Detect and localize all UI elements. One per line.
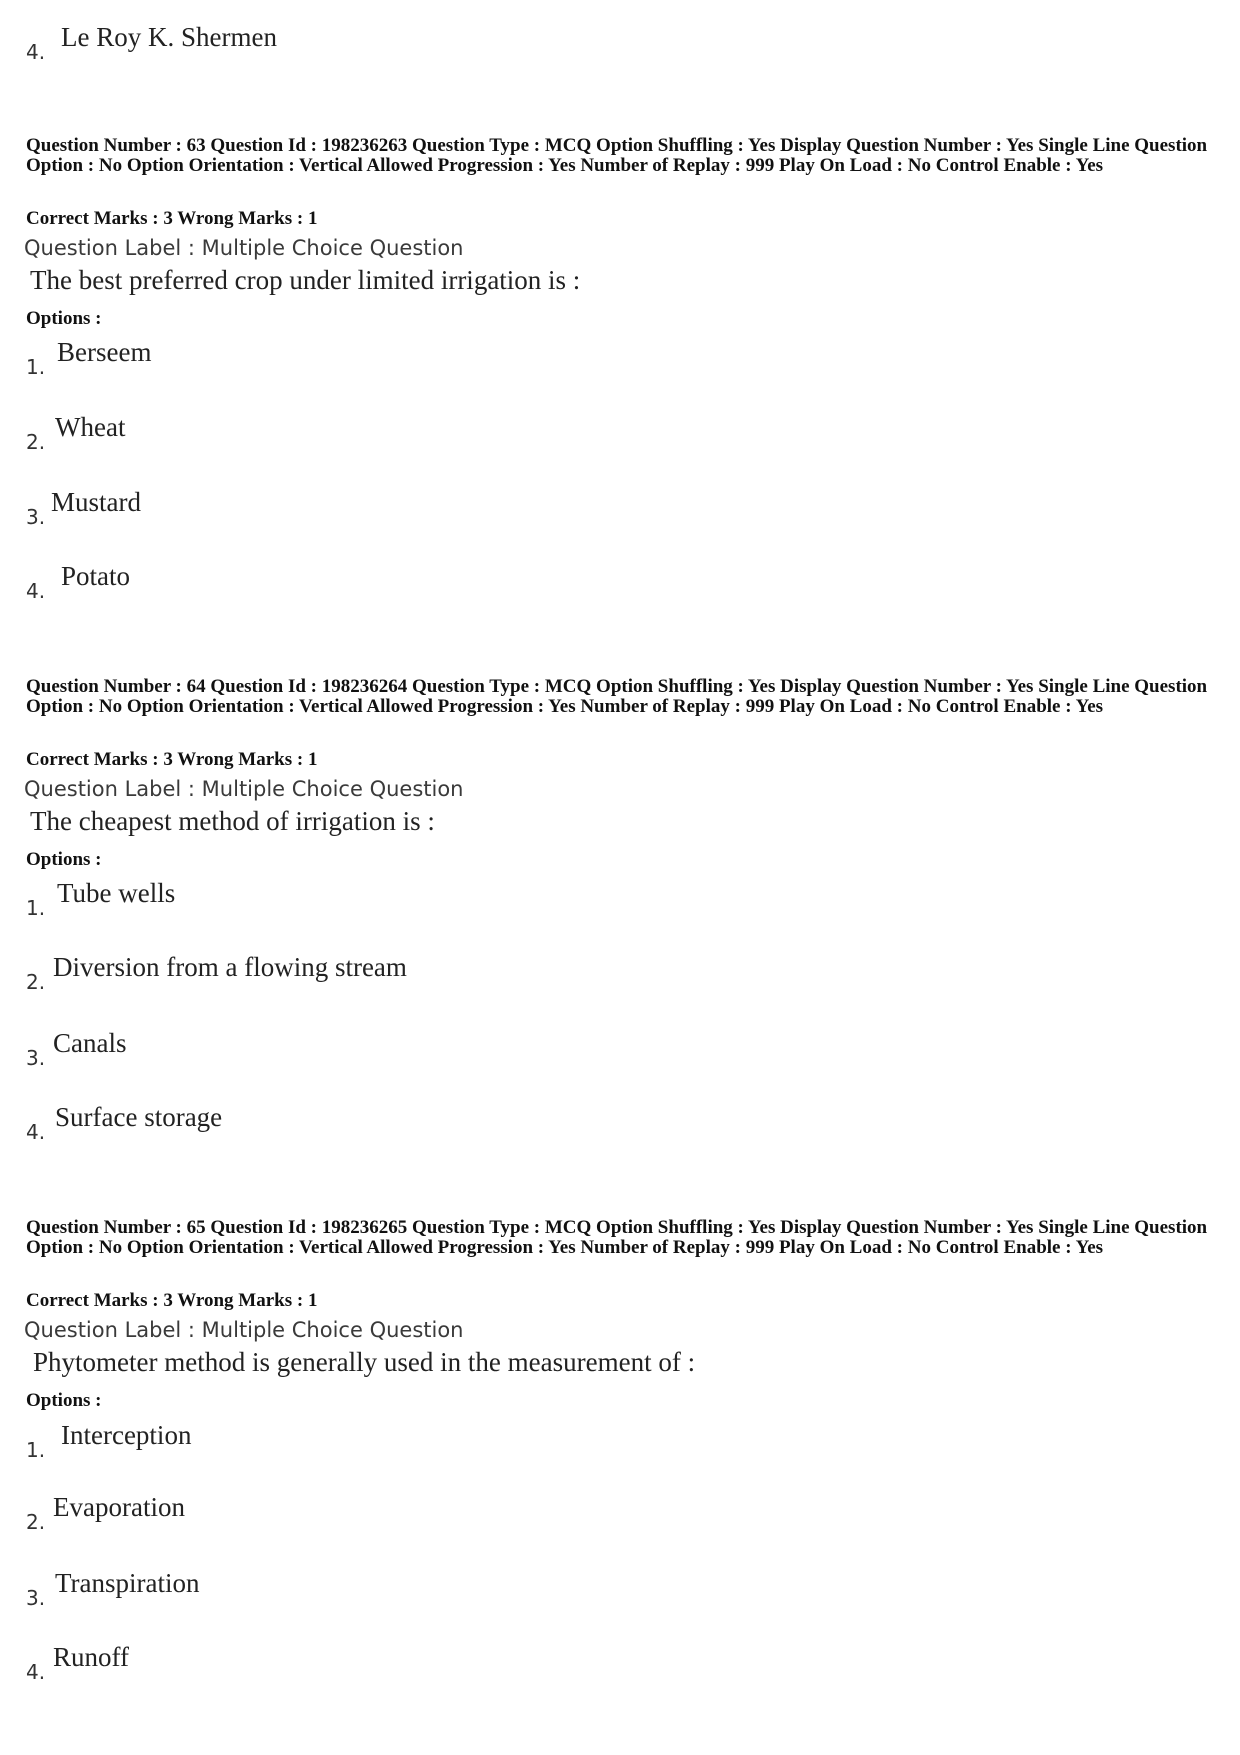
- question-label: Question Label : Multiple Choice Question: [24, 236, 464, 260]
- option-number: 4.: [26, 1120, 46, 1144]
- option-text: Diversion from a flowing stream: [53, 952, 407, 982]
- option-text: Mustard: [51, 487, 141, 517]
- option-item[interactable]: [0, 335, 1200, 395]
- option-text: Evaporation: [53, 1492, 185, 1522]
- question-meta: Question Number : 64 Question Id : 198236264 Question Type : MCQ Option Shuffling : Yes Display Question Number : Yes Single Line Question Option : No Option Orientation : Vertical Allowed Progression : Yes Number of Replay : 999 Play On Load : No Control Enable : Yes: [26, 676, 1208, 717]
- question-block-64: [0, 677, 1240, 1147]
- option-number: 1.: [26, 896, 46, 920]
- option-text: Runoff: [53, 1642, 130, 1672]
- option-text: Le Roy K. Shermen: [61, 22, 277, 52]
- question-marks: Correct Marks : 3 Wrong Marks : 1: [26, 1290, 318, 1311]
- option-text: Transpiration: [55, 1568, 200, 1598]
- option-text: Tube wells: [57, 878, 176, 908]
- question-text: The cheapest method of irrigation is :: [30, 806, 435, 836]
- option-number: 4.: [26, 40, 46, 64]
- option-item[interactable]: [0, 876, 1200, 936]
- option-item[interactable]: [0, 1640, 1200, 1700]
- question-marks: Correct Marks : 3 Wrong Marks : 1: [26, 749, 318, 770]
- option-item[interactable]: [0, 1490, 1200, 1550]
- options-label: Options :: [26, 1390, 102, 1411]
- option-number: 4.: [26, 579, 46, 603]
- option-number: 3.: [26, 505, 46, 529]
- option-number: 3.: [26, 1586, 46, 1610]
- option-item[interactable]: [0, 1026, 1200, 1086]
- option-item[interactable]: [0, 1418, 1200, 1478]
- option-text: Potato: [61, 561, 131, 591]
- option-number: 1.: [26, 1438, 46, 1462]
- option-item[interactable]: [0, 485, 1200, 545]
- question-marks: Correct Marks : 3 Wrong Marks : 1: [26, 208, 318, 229]
- option-text: Interception: [61, 1420, 192, 1450]
- option-number: 4.: [26, 1660, 46, 1684]
- question-text: Phytometer method is generally used in the measurement of :: [33, 1347, 696, 1377]
- option-text: Wheat: [55, 412, 126, 442]
- question-label: Question Label : Multiple Choice Question: [24, 777, 464, 801]
- options-label: Options :: [26, 849, 102, 870]
- option-item[interactable]: [0, 559, 1200, 619]
- option-number: 2.: [26, 970, 46, 994]
- option-number: 2.: [26, 430, 46, 454]
- option-item[interactable]: [0, 950, 1200, 1010]
- question-block-65: [0, 1218, 1240, 1688]
- option-item[interactable]: [0, 410, 1200, 470]
- option-item[interactable]: [0, 1566, 1200, 1626]
- question-block-63: [0, 136, 1240, 606]
- options-label: Options :: [26, 308, 102, 329]
- question-meta: Question Number : 63 Question Id : 198236263 Question Type : MCQ Option Shuffling : Yes Display Question Number : Yes Single Line Question Option : No Option Orientation : Vertical Allowed Progression : Yes Number of Replay : 999 Play On Load : No Control Enable : Yes: [26, 135, 1208, 176]
- option-number: 1.: [26, 355, 46, 379]
- option-text: Berseem: [57, 337, 152, 367]
- option-text: Surface storage: [55, 1102, 223, 1132]
- option-number: 3.: [26, 1046, 46, 1070]
- question-label: Question Label : Multiple Choice Question: [24, 1318, 464, 1342]
- option-item[interactable]: [0, 1100, 1200, 1160]
- question-text: The best preferred crop under limited irrigation is :: [30, 265, 581, 295]
- option-number: 2.: [26, 1510, 46, 1534]
- option-text: Canals: [53, 1028, 127, 1058]
- question-meta: Question Number : 65 Question Id : 198236265 Question Type : MCQ Option Shuffling : Yes Display Question Number : Yes Single Line Question Option : No Option Orientation : Vertical Allowed Progression : Yes Number of Replay : 999 Play On Load : No Control Enable : Yes: [26, 1217, 1208, 1258]
- option-item[interactable]: [0, 20, 1200, 80]
